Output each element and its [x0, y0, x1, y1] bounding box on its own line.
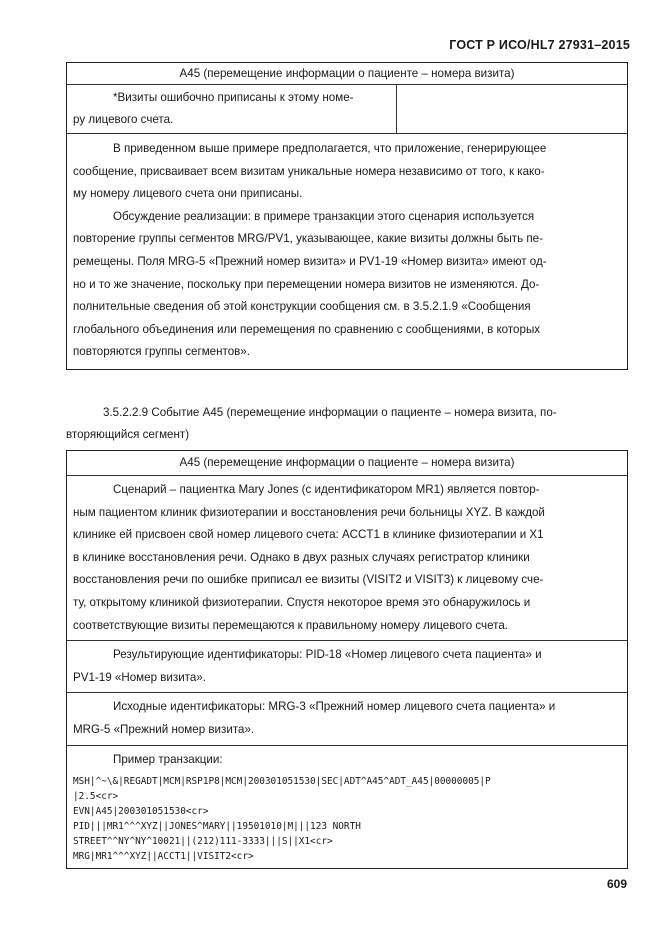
table-a45-repeating [66, 450, 628, 869]
text-line: но и то же значение, поскольку при перемещении номера визитов не изменяются. До- [73, 277, 540, 291]
paragraph-intro [73, 138, 620, 206]
text-line: восстановления речи по ошибке приписал ее визиты (VISIT2 и VISIT3) к лицевому сче- [73, 573, 544, 587]
text-line: Обсуждение реализации: в примере транзакции этого сценария используется [113, 209, 535, 223]
section-heading: 3.5.2.2.9 Событие A45 (перемещение информации о пациенте – номера визита, по- [103, 406, 557, 419]
text-line: глобального объединения или перемещения по сравнению с сообщениями, в которых [73, 322, 541, 336]
section-heading-continued: вторяющийся сегмент) [66, 428, 190, 441]
text-line: ным пациентом клиник физиотерапии и восстановления речи больницы XYZ. В каждой [73, 505, 545, 519]
document-header: ГОСТ Р ИСО/HL7 27931–2015 [449, 38, 630, 52]
transaction-example-cell [67, 745, 627, 869]
example-title: Пример транзакции: [113, 752, 223, 766]
text-line: PV1-19 «Номер визита». [73, 670, 206, 684]
text-line: Исходные идентификаторы: MRG-3 «Прежний номер лицевого счета пациента» и [113, 700, 556, 714]
discussion-cell [67, 133, 627, 369]
text-line: MRG-5 «Прежний номер визита». [73, 722, 255, 736]
text-line: полнительные сведения об этой конструкции сообщения см. в 3.5.2.1.9 «Сообщения [73, 300, 531, 314]
text-line: Результирующие идентификаторы: PID-18 «Номер лицевого счета пациента» и [113, 648, 542, 662]
code-line: PID|||MR1^^^XYZ||JONES^MARY||19501010|M|||123 NORTH [73, 821, 361, 833]
scenario-cell [67, 475, 627, 640]
note-line: ру лицевого счета. [73, 113, 174, 126]
page-number: 609 [606, 877, 627, 891]
text-line: ремещены. Поля MRG-5 «Прежний номер визита» и PV1-19 «Номер визита» имеют од- [73, 254, 547, 268]
text-line: повторение группы сегментов MRG/PV1, указывающее, какие визиты должны быть пе- [73, 232, 543, 246]
table-note-row [67, 84, 627, 133]
text-line: му номеру лицевого счета они приписаны. [73, 187, 303, 201]
text-line: сообщение, присваивает всем визитам уникальные номера независимо от того, к како- [73, 164, 545, 178]
code-line: STREET^^NY^NY^10021||(212)111-3333|||S||X1<cr> [73, 836, 333, 848]
text-line: В приведенном выше примере предполагается, что приложение, генерирующее [113, 142, 547, 155]
result-identifiers-cell [67, 640, 627, 692]
table-caption: A45 (перемещение информации о пациенте – номера визита) [179, 456, 515, 469]
paragraph-implementation [73, 206, 620, 364]
code-line: MSH|^~\&|REGADT|MCM|RSP1P8|MCM|200301051530|SEC|ADT^A45^ADT_A45|00000005|P [73, 776, 491, 788]
empty-cell [397, 85, 627, 133]
table-caption: A45 (перемещение информации о пациенте – номера визита) [179, 67, 515, 80]
text-line: повторяются группы сегментов». [73, 345, 250, 359]
code-line: MRG|MR1^^^XYZ||ACCT1||VISIT2<cr> [73, 851, 254, 863]
code-line: |2.5<cr> [73, 791, 119, 803]
text-line: соответствующие визиты перемещаются к правильному номеру лицевого счета. [73, 618, 508, 632]
source-identifiers-cell [67, 692, 627, 744]
text-line: в клинике восстановления речи. Однако в двух разных случаях регистратор клиники [73, 550, 530, 564]
text-line: клинике ей присвоен свой номер лицевого счета: ACCT1 в клинике физиотерапии и X1 [73, 528, 544, 542]
note-line: *Визиты ошибочно приписаны к этому номе- [113, 91, 354, 104]
code-line: EVN|A45|200301051530<cr> [73, 806, 209, 818]
table-a45-continuation [66, 62, 628, 370]
text-line: Сценарий – пациентка Mary Jones (с идентификатором MR1) является повтор- [113, 483, 540, 496]
note-cell [67, 85, 397, 133]
text-line: ту, открытому клиникой физиотерапии. Спустя некоторое время это обнаружилось и [73, 595, 531, 609]
